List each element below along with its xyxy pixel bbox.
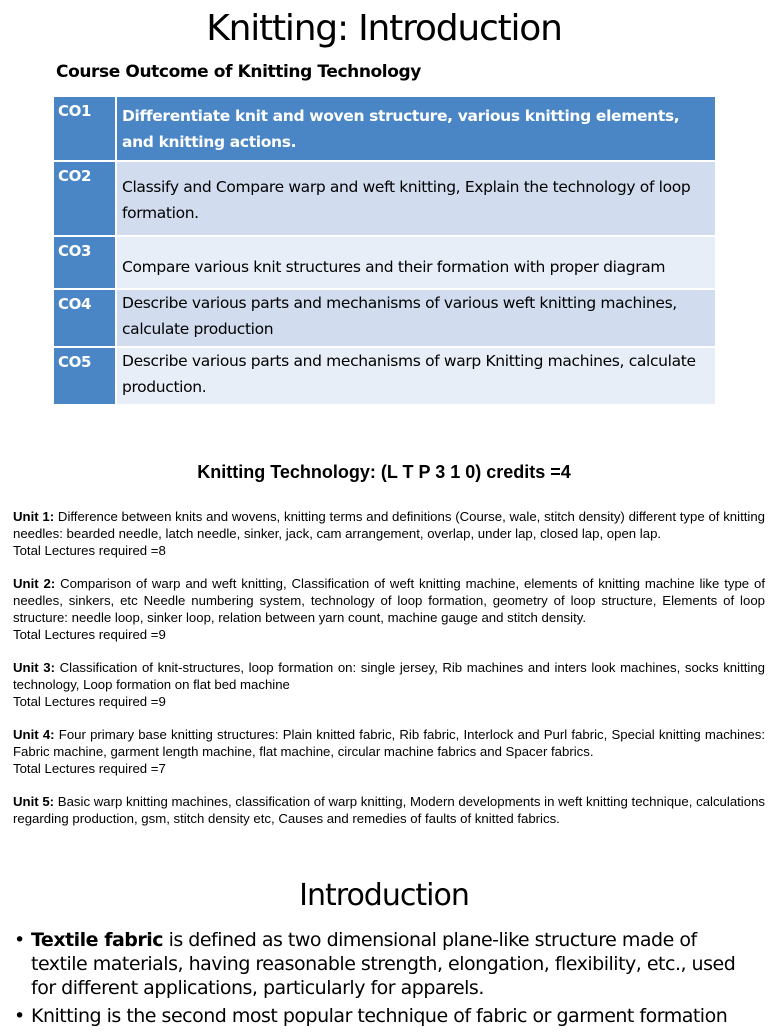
course-outcome-table: [54, 97, 715, 406]
co-description: Compare various knit structures and their formation with proper diagram: [116, 236, 715, 289]
unit-item: [13, 508, 765, 559]
bullet-icon: •: [14, 1005, 25, 1027]
table-row: [54, 289, 715, 347]
bullet-text: is defined as two dimensional plane-like structure made of textile materials, having reasonable strength, elongation, flexibility, etc., used for different applications, particularly for apparels.: [31, 929, 736, 999]
co-code: CO2: [54, 161, 116, 236]
table-row: [54, 347, 715, 405]
co-code: CO5: [54, 347, 116, 405]
unit-list: [13, 508, 765, 843]
table-row: [54, 236, 715, 289]
course-outcome-heading: Course Outcome of Knitting Technology: [56, 62, 421, 82]
co-code: CO3: [54, 236, 116, 289]
co-description: Differentiate knit and woven structure, various knitting elements, and knitting actions.: [116, 97, 715, 161]
co-code: CO4: [54, 289, 116, 347]
introduction-title: Introduction: [299, 878, 469, 913]
unit-label: Unit 3:: [13, 660, 55, 675]
unit-text: Difference between knits and wovens, knitting terms and definitions (Course, wale, stitch density) different type of knitting needles: bearded needle, latch needle, sinker, jack, cam arrangement, overlap, under lap, closed lap, open lap.: [13, 509, 765, 541]
bullet-icon: •: [14, 929, 25, 951]
unit-item: [13, 659, 765, 710]
unit-lectures: Total Lectures required =8: [13, 543, 166, 558]
unit-text: Four primary base knitting structures: Plain knitted fabric, Rib fabric, Interlock and Purl fabric, Special knitting machines: Fabric machine, garment length machine, flat machine, circular machine fabrics and Spacer fabrics.: [13, 727, 765, 759]
unit-item: [13, 726, 765, 777]
bullet-text: Knitting is the second most popular technique of fabric or garment formation: [31, 1005, 728, 1027]
bullet-item: [14, 928, 754, 1000]
unit-label: Unit 4:: [13, 727, 55, 742]
unit-item: [13, 575, 765, 643]
co-description: Describe various parts and mechanisms of various weft knitting machines, calculate production: [116, 289, 715, 347]
unit-item: [13, 793, 765, 827]
bullet-item: [14, 1004, 754, 1028]
unit-label: Unit 2:: [13, 576, 56, 591]
co-description: Classify and Compare warp and weft knitting, Explain the technology of loop formation.: [116, 161, 715, 236]
unit-lectures: Total Lectures required =9: [13, 627, 166, 642]
unit-text: Comparison of warp and weft knitting, Classification of weft knitting machine, elements of knitting machine like type of needles, sinkers, etc Needle numbering system, technology of loop formation, geometry of loop structure, Elements of loop structure: needle loop, sinker loop, relation between yarn count, machine gauge and stitch density.: [13, 576, 765, 625]
bullet-term: Textile fabric: [31, 929, 164, 951]
unit-lectures: Total Lectures required =7: [13, 761, 166, 776]
table-row: [54, 161, 715, 236]
credits-heading: Knitting Technology: (L T P 3 1 0) credits =4: [197, 462, 571, 482]
co-description: Describe various parts and mechanisms of warp Knitting machines, calculate production.: [116, 347, 715, 405]
page-title: Knitting: Introduction: [206, 8, 562, 49]
unit-text: Basic warp knitting machines, classification of warp knitting, Modern developments in weft knitting technique, calculations regarding production, gsm, stitch density etc, Causes and remedies of faults of knitted fabrics.: [13, 794, 766, 826]
co-code: CO1: [54, 97, 116, 161]
introduction-bullets: [14, 928, 754, 1032]
unit-text: Classification of knit-structures, loop formation on: single jersey, Rib machines and inters look machines, socks knitting technology, Loop formation on flat bed machine: [13, 660, 766, 692]
unit-label: Unit 5:: [13, 794, 55, 809]
unit-lectures: Total Lectures required =9: [13, 694, 166, 709]
unit-label: Unit 1:: [13, 509, 55, 524]
table-row: [54, 97, 715, 161]
